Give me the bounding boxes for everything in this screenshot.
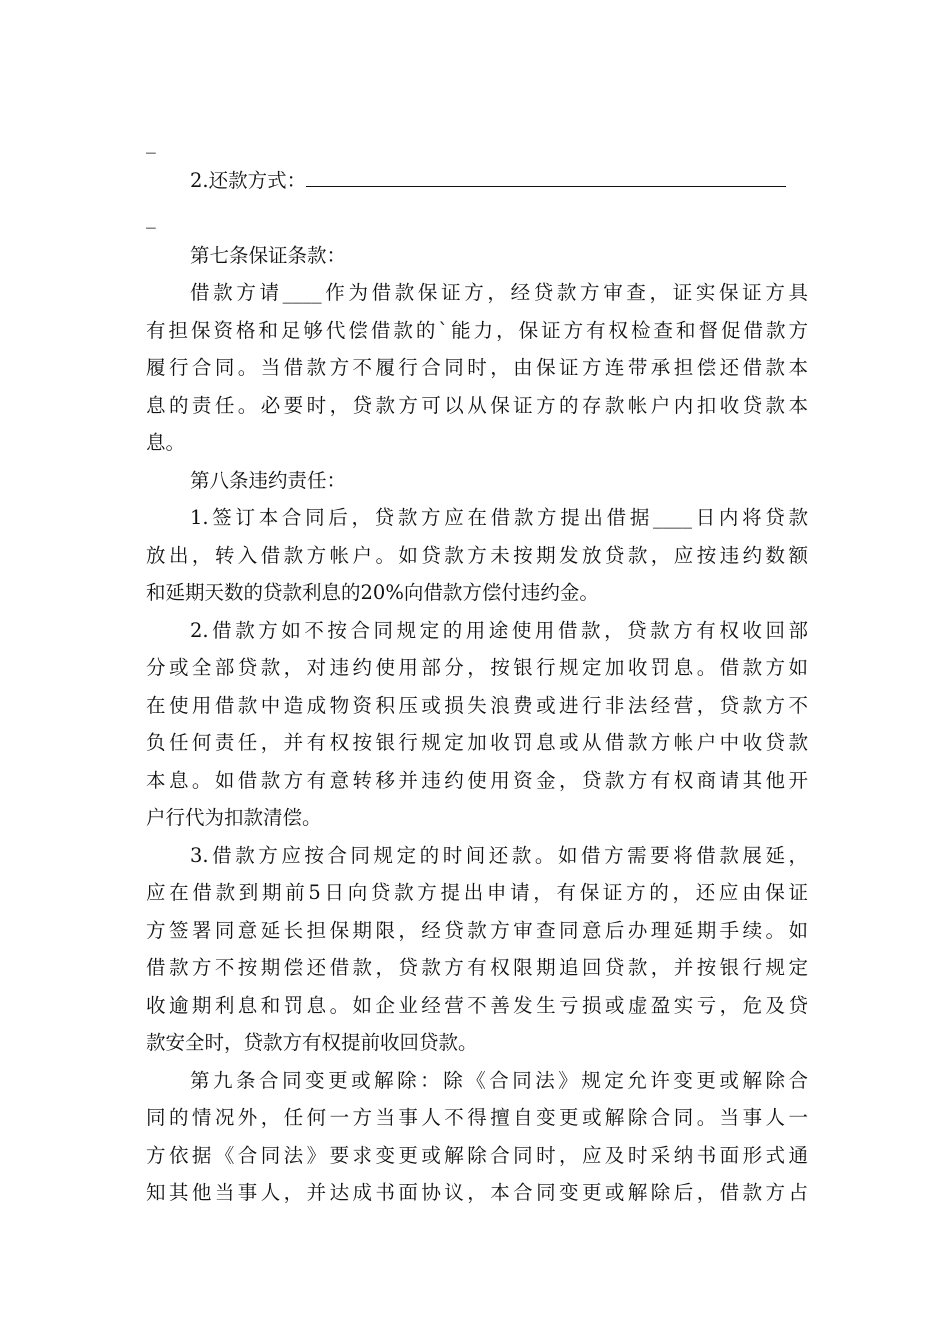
document-body [146, 124, 808, 1212]
repayment-method-blank [306, 164, 786, 187]
article-8-item-1-line: 放出，转入借款方帐户。如贷款方未按期发放贷款，应按违约数额 [146, 543, 808, 567]
repayment-method-label: 2.还款方式： [190, 168, 307, 192]
article-9-line: 同的情况外，任何一方当事人不得擅自变更或解除合同。当事人一 [146, 1106, 808, 1129]
article-8-item-2-line: 在使用借款中造成物资积压或损失浪费或进行非法经营，贷款方不 [146, 693, 808, 717]
article-9-line: 第九条合同变更或解除：除《合同法》规定允许变更或解除合 [190, 1068, 808, 1092]
article-8-item-2-line: 负任何责任，并有权按银行规定加收罚息或从借款方帐户中收贷款 [146, 731, 808, 754]
article-8-item-3-line: 收逾期利息和罚息。如企业经营不善发生亏损或虚盈实亏，危及贷 [146, 993, 808, 1017]
article-7-line: 息。 [146, 431, 186, 454]
article-9-line: 知其他当事人，并达成书面协议，本合同变更或解除后，借款方占 [146, 1181, 808, 1204]
article-8-item-3-line: 借款方不按期偿还借款，贷款方有权限期追回贷款，并按银行规定 [146, 956, 808, 979]
article-8-item-3-line: 方签署同意延长担保期限，经贷款方审查同意后办理延期手续。如 [146, 918, 808, 942]
article-7-line: 履行合同。当借款方不履行合同时，由保证方连带承担偿还借款本 [146, 356, 808, 379]
article-9-line: 方依据《合同法》要求变更或解除合同时，应及时采纳书面形式通 [146, 1143, 808, 1167]
article-8-item-2-line: 分或全部贷款，对违约使用部分，按银行规定加收罚息。借款方如 [146, 656, 808, 679]
article-7-line: 息的责任。必要时，贷款方可以从保证方的存款帐户内扣收贷款本 [146, 393, 808, 417]
article-8-item-3-line: 应在借款到期前5日向贷款方提出申请，有保证方的，还应由保证 [146, 881, 808, 904]
article-8-item-3-line: 款安全时，贷款方有权提前收回贷款。 [146, 1031, 478, 1054]
underscore-stub: _ [146, 206, 156, 229]
article-8-item-2-line: 本息。如借款方有意转移并违约使用资金，贷款方有权商请其他开 [146, 768, 808, 792]
repayment-method-line [146, 162, 808, 200]
underscore-stub: _ [146, 131, 156, 154]
article-8-item-2-line: 2.借款方如不按合同规定的用途使用借款，贷款方有权收回部 [190, 618, 808, 642]
article-7-heading: 第七条保证条款： [190, 243, 347, 267]
article-8-item-1-line: 1.签订本合同后，贷款方应在借款方提出借据____日内将贷款 [190, 506, 808, 529]
article-7-line: 有担保资格和足够代偿借款的`能力，保证方有权检查和督促借款方 [146, 318, 808, 342]
article-8-item-2-line: 户行代为扣款清偿。 [146, 806, 322, 829]
article-8-item-3-line: 3.借款方应按合同规定的时间还款。如借方需要将借款展延， [190, 843, 808, 867]
article-7-line: 借款方请____作为借款保证方，经贷款方审查，证实保证方具 [190, 281, 808, 304]
article-8-heading: 第八条违约责任： [190, 468, 347, 492]
article-8-item-1-line: 和延期天数的贷款利息的20%向借款方偿付违约金。 [146, 581, 599, 604]
